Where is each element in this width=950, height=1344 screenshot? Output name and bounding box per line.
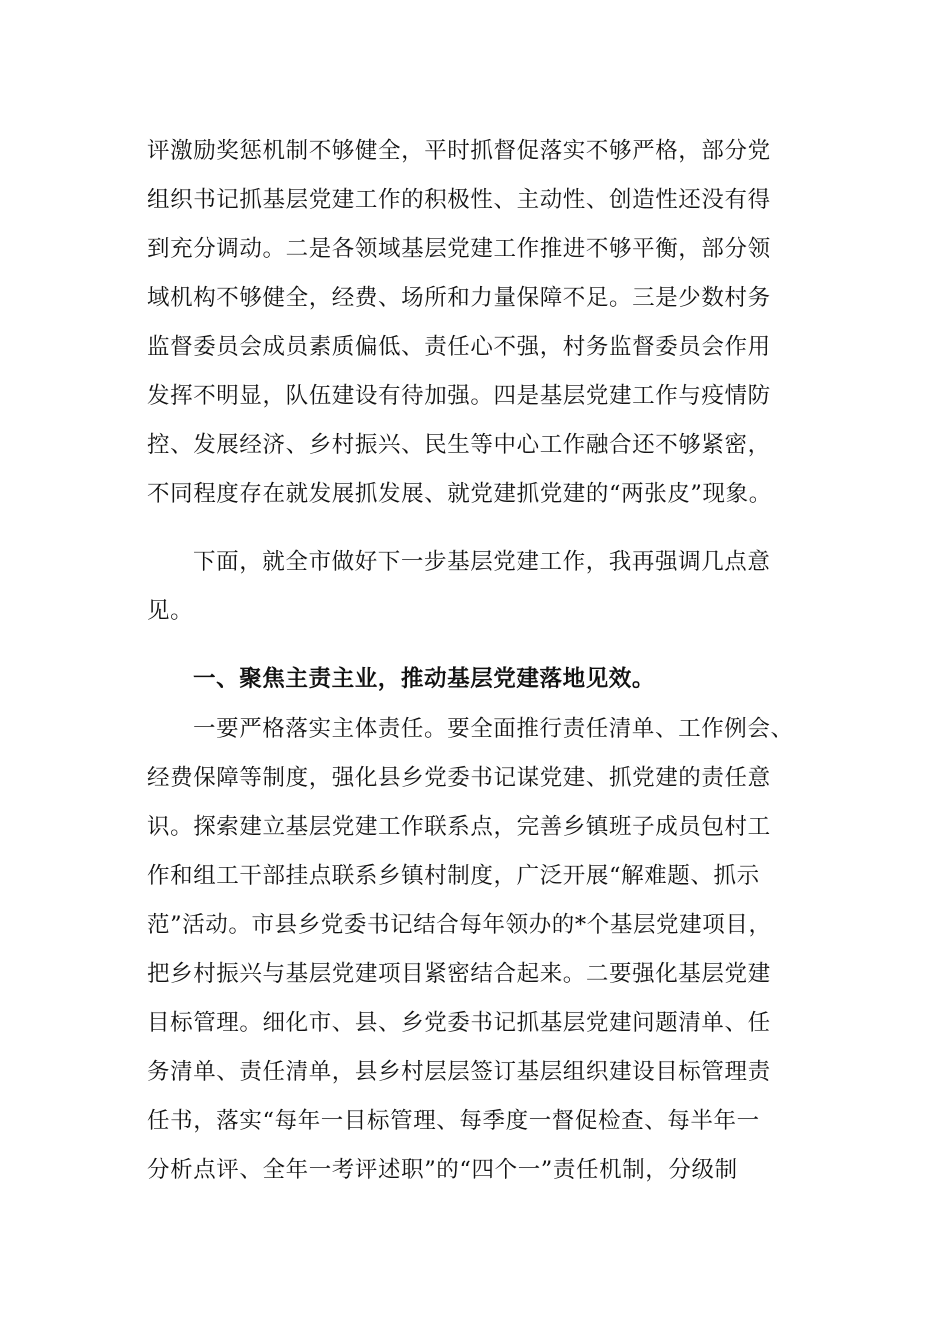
paragraph-line: 分析点评、全年一考评述职”的“四个一”责任机制，分级制 [147,1157,738,1183]
paragraph-line: 监督委员会成员素质偏低、责任心不强，村务监督委员会作用 [147,334,771,360]
paragraph-line: 不同程度存在就发展抓发展、就党建抓党建的“两张皮”现象。 [147,481,772,507]
paragraph-line: 一要严格落实主体责任。要全面推行责任清单、工作例会、 [193,716,794,742]
paragraph-line: 评激励奖惩机制不够健全，平时抓督促落实不够严格，部分党 [147,138,771,164]
paragraph-line: 域机构不够健全，经费、场所和力量保障不足。三是少数村务 [147,285,771,311]
paragraph-line: 下面，就全市做好下一步基层党建工作，我再强调几点意 [193,549,771,575]
paragraph-line: 组织书记抓基层党建工作的积极性、主动性、创造性还没有得 [147,187,771,213]
paragraph-line: 控、发展经济、乡村振兴、民生等中心工作融合还不够紧密， [147,432,771,458]
paragraph-line: 到充分调动。二是各领域基层党建工作推进不够平衡，部分领 [147,236,771,262]
paragraph-line: 发挥不明显，队伍建设有待加强。四是基层党建工作与疫情防 [147,383,771,409]
paragraph-line: 识。探索建立基层党建工作联系点，完善乡镇班子成员包村工 [147,814,771,840]
paragraph-line: 经费保障等制度，强化县乡党委书记谋党建、抓党建的责任意 [147,765,771,791]
paragraph-line: 范”活动。市县乡党委书记结合每年领办的*个基层党建项目， [147,912,772,938]
paragraph-line: 任书，落实“每年一目标管理、每季度一督促检查、每半年一 [147,1108,760,1134]
paragraph-line: 作和组工干部挂点联系乡镇村制度，广泛开展“解难题、抓示 [147,863,760,889]
paragraph-line: 把乡村振兴与基层党建项目紧密结合起来。二要强化基层党建 [147,961,771,987]
paragraph-line: 见。 [147,598,194,624]
paragraph-line: 务清单、责任清单，县乡村层层签订基层组织建设目标管理责 [147,1059,771,1085]
section-heading: 一、聚焦主责主业，推动基层党建落地见效。 [193,666,656,692]
paragraph-line: 目标管理。细化市、县、乡党委书记抓基层党建问题清单、任 [147,1010,771,1036]
